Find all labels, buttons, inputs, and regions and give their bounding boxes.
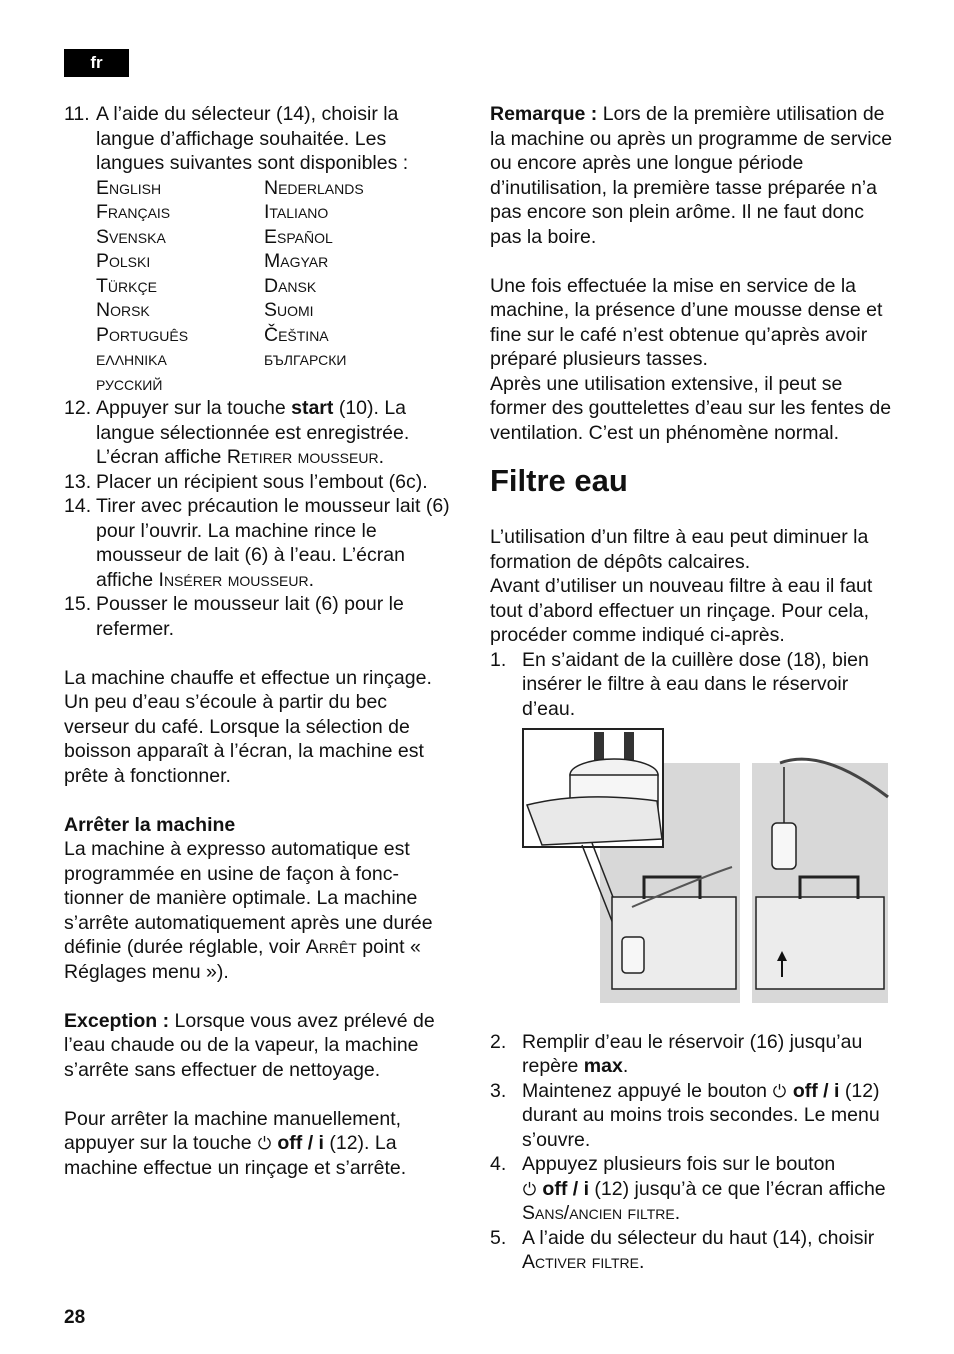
filter-before: Avant d’utiliser un nouveau filtre à eau il faut tout d’abord effectuer un rinçage. Pour cela, procéder comme indiqué ci-après. (490, 575, 873, 646)
punctuation: . (378, 446, 384, 468)
drops-paragraph: Après une utilisation extensive, il peut se former des gouttelettes d’eau sur les fentes de ventilation. C’est un phénomène normal. (490, 372, 892, 444)
step-text: A l’aide du sélecteur (14), choisir la langue d’affichage souhaitée. Les langues suivantes sont disponibles : (96, 103, 409, 174)
paragraph-text: Lors de la première utilisation de la machine ou après un programme de service ou encore après une longue période d’inutilisation, la première tasse préparée n’a pas encore son plein arôme. Il ne faut donc pas la boire. (490, 103, 893, 248)
off-key-label: off / i (542, 1177, 589, 1200)
language-item: русский (96, 372, 163, 395)
power-icon (257, 1135, 272, 1150)
step-number: 3. (490, 1079, 507, 1102)
language-item: Italiano (264, 201, 329, 223)
heating-paragraph: La machine chauffe et effectue un rinçage. Un peu d’eau s’écoule à partir du bec verseur du café. Lorsque la sélection de boisson apparaît à l’écran, la machine est prête à fonctionner. (64, 666, 432, 787)
step-number: 12. (64, 397, 92, 419)
foam-paragraph: Une fois effectuée la mise en service de la machine, la présence d’une mousse dense et fine sur le café n’est obtenue qu’après avoir préparé plusieurs tasses. (490, 274, 883, 370)
step-13 (64, 470, 456, 495)
step-number: 13. (64, 470, 92, 493)
power-icon (772, 1083, 787, 1098)
step-text: (10). La langue sélectionnée est enregistrée. L’écran affiche (96, 397, 410, 468)
step-number: 5. (490, 1226, 507, 1249)
punctuation: . (308, 568, 315, 591)
step-number: 4. (490, 1153, 507, 1175)
step-number: 1. (490, 648, 507, 671)
paragraph-text: (12). La machine effectue un rinçage et s’arrête. (64, 1132, 407, 1179)
paragraph-text: Pour arrêter la machine manuellement, appuyer sur la touche (64, 1107, 402, 1154)
punctuation: . (674, 1202, 681, 1224)
step-text: (12) durant au moins trois secondes. Le menu s’ouvre. (522, 1079, 880, 1151)
page-number: 28 (64, 1307, 86, 1328)
language-item: Português (96, 323, 189, 346)
filter-step-5 (490, 1226, 894, 1275)
step-number: 15. (64, 593, 92, 615)
remark-label: Remarque : (490, 103, 598, 125)
step-text: Pousser le mousseur lait (6) pour le refermer. (96, 593, 404, 640)
step-text: (12) jusqu’à ce que l’écran affiche (589, 1177, 886, 1200)
start-key-label: start (291, 397, 334, 419)
manual-stop-paragraph (64, 1107, 456, 1181)
exception-paragraph (64, 1009, 456, 1083)
language-item: Norsk (96, 299, 150, 321)
paragraph-text: point « Réglages menu »). (64, 936, 421, 983)
step-text: A l’aide du sélecteur du haut (14), choisir (522, 1226, 875, 1249)
display-message: Insérer mousseur (158, 568, 309, 591)
step-12 (64, 396, 456, 470)
step-text: Remplir d’eau le réservoir (16) jusqu’au repère (522, 1030, 863, 1077)
menu-reference: Arrêt (305, 936, 357, 958)
language-item: Nederlands (264, 176, 364, 199)
left-column (64, 102, 456, 1180)
power-icon (522, 1181, 537, 1196)
step-11 (64, 102, 456, 176)
language-item: Français (96, 201, 171, 223)
language-item: Čeština (264, 323, 329, 346)
language-item: Svenska (96, 225, 166, 248)
step-text: Maintenez appuyé le bouton (522, 1079, 773, 1102)
step-text: En s’aidant de la cuillère dose (18), bien insérer le filtre à eau dans le réservoir d’eau. (522, 648, 869, 720)
punctuation: . (622, 1055, 629, 1077)
paragraph-text: La machine à expresso automatique est programmée en usine de façon à fonc-tionner de manière optimale. La machine s’arrête automatiquement après une durée définie (durée réglable, voir (64, 838, 433, 958)
step-text: Appuyer sur la touche (96, 397, 292, 419)
off-key-label: off / i (792, 1079, 840, 1102)
step-text: Tirer avec précaution le mousseur lait (6) pour l’ouvrir. La machine rince le mousseur de lait (6) à l’eau. L’écran affiche (96, 495, 450, 591)
language-list (64, 176, 456, 397)
filter-step-2 (490, 1030, 894, 1079)
step-14 (64, 494, 456, 592)
language-item: Dansk (264, 274, 317, 297)
filter-step-3 (490, 1079, 894, 1153)
language-item: Suomi (264, 299, 314, 321)
stop-paragraph (64, 837, 456, 984)
filter-intro: L’utilisation d’un filtre à eau peut diminuer la formation de dépôts calcaires. (490, 526, 869, 573)
step-number: 11. (64, 103, 90, 125)
step-text: Placer un récipient sous l’embout (6c). (96, 470, 428, 493)
filter-insertion-illustration (522, 727, 890, 1005)
step-number: 2. (490, 1030, 507, 1053)
filter-step-1 (490, 648, 894, 722)
remark-paragraph (490, 102, 894, 249)
display-message: Retirer mousseur (226, 446, 379, 468)
stop-heading: Arrêter la machine (64, 813, 236, 836)
language-item: English (96, 176, 162, 199)
section-heading: Filtre eau (490, 463, 628, 498)
exception-label: Exception : (64, 1009, 170, 1032)
language-item: Türkçe (96, 274, 157, 297)
punctuation: . (638, 1251, 645, 1273)
step-text: Appuyez plusieurs fois sur le bouton (522, 1153, 836, 1175)
off-key-label: off / i (277, 1132, 324, 1154)
display-message: Activer filtre (522, 1251, 639, 1273)
language-item: Magyar (264, 250, 329, 272)
max-mark-label: max (583, 1055, 623, 1077)
right-column (490, 102, 894, 1275)
paragraph-text: Lorsque vous avez prélevé de l’eau chaude ou de la vapeur, la machine s’arrête sans effectuer de nettoyage. (64, 1009, 435, 1081)
language-item: български (264, 348, 347, 370)
filter-step-4 (490, 1152, 894, 1226)
step-number: 14. (64, 495, 92, 517)
language-item: ελληνικα (96, 348, 167, 370)
language-item: Polski (96, 250, 151, 272)
language-tab: fr (64, 49, 129, 77)
display-message: Sans/ancien filtre (522, 1202, 675, 1224)
step-15 (64, 592, 456, 641)
language-item: Español (264, 225, 333, 248)
